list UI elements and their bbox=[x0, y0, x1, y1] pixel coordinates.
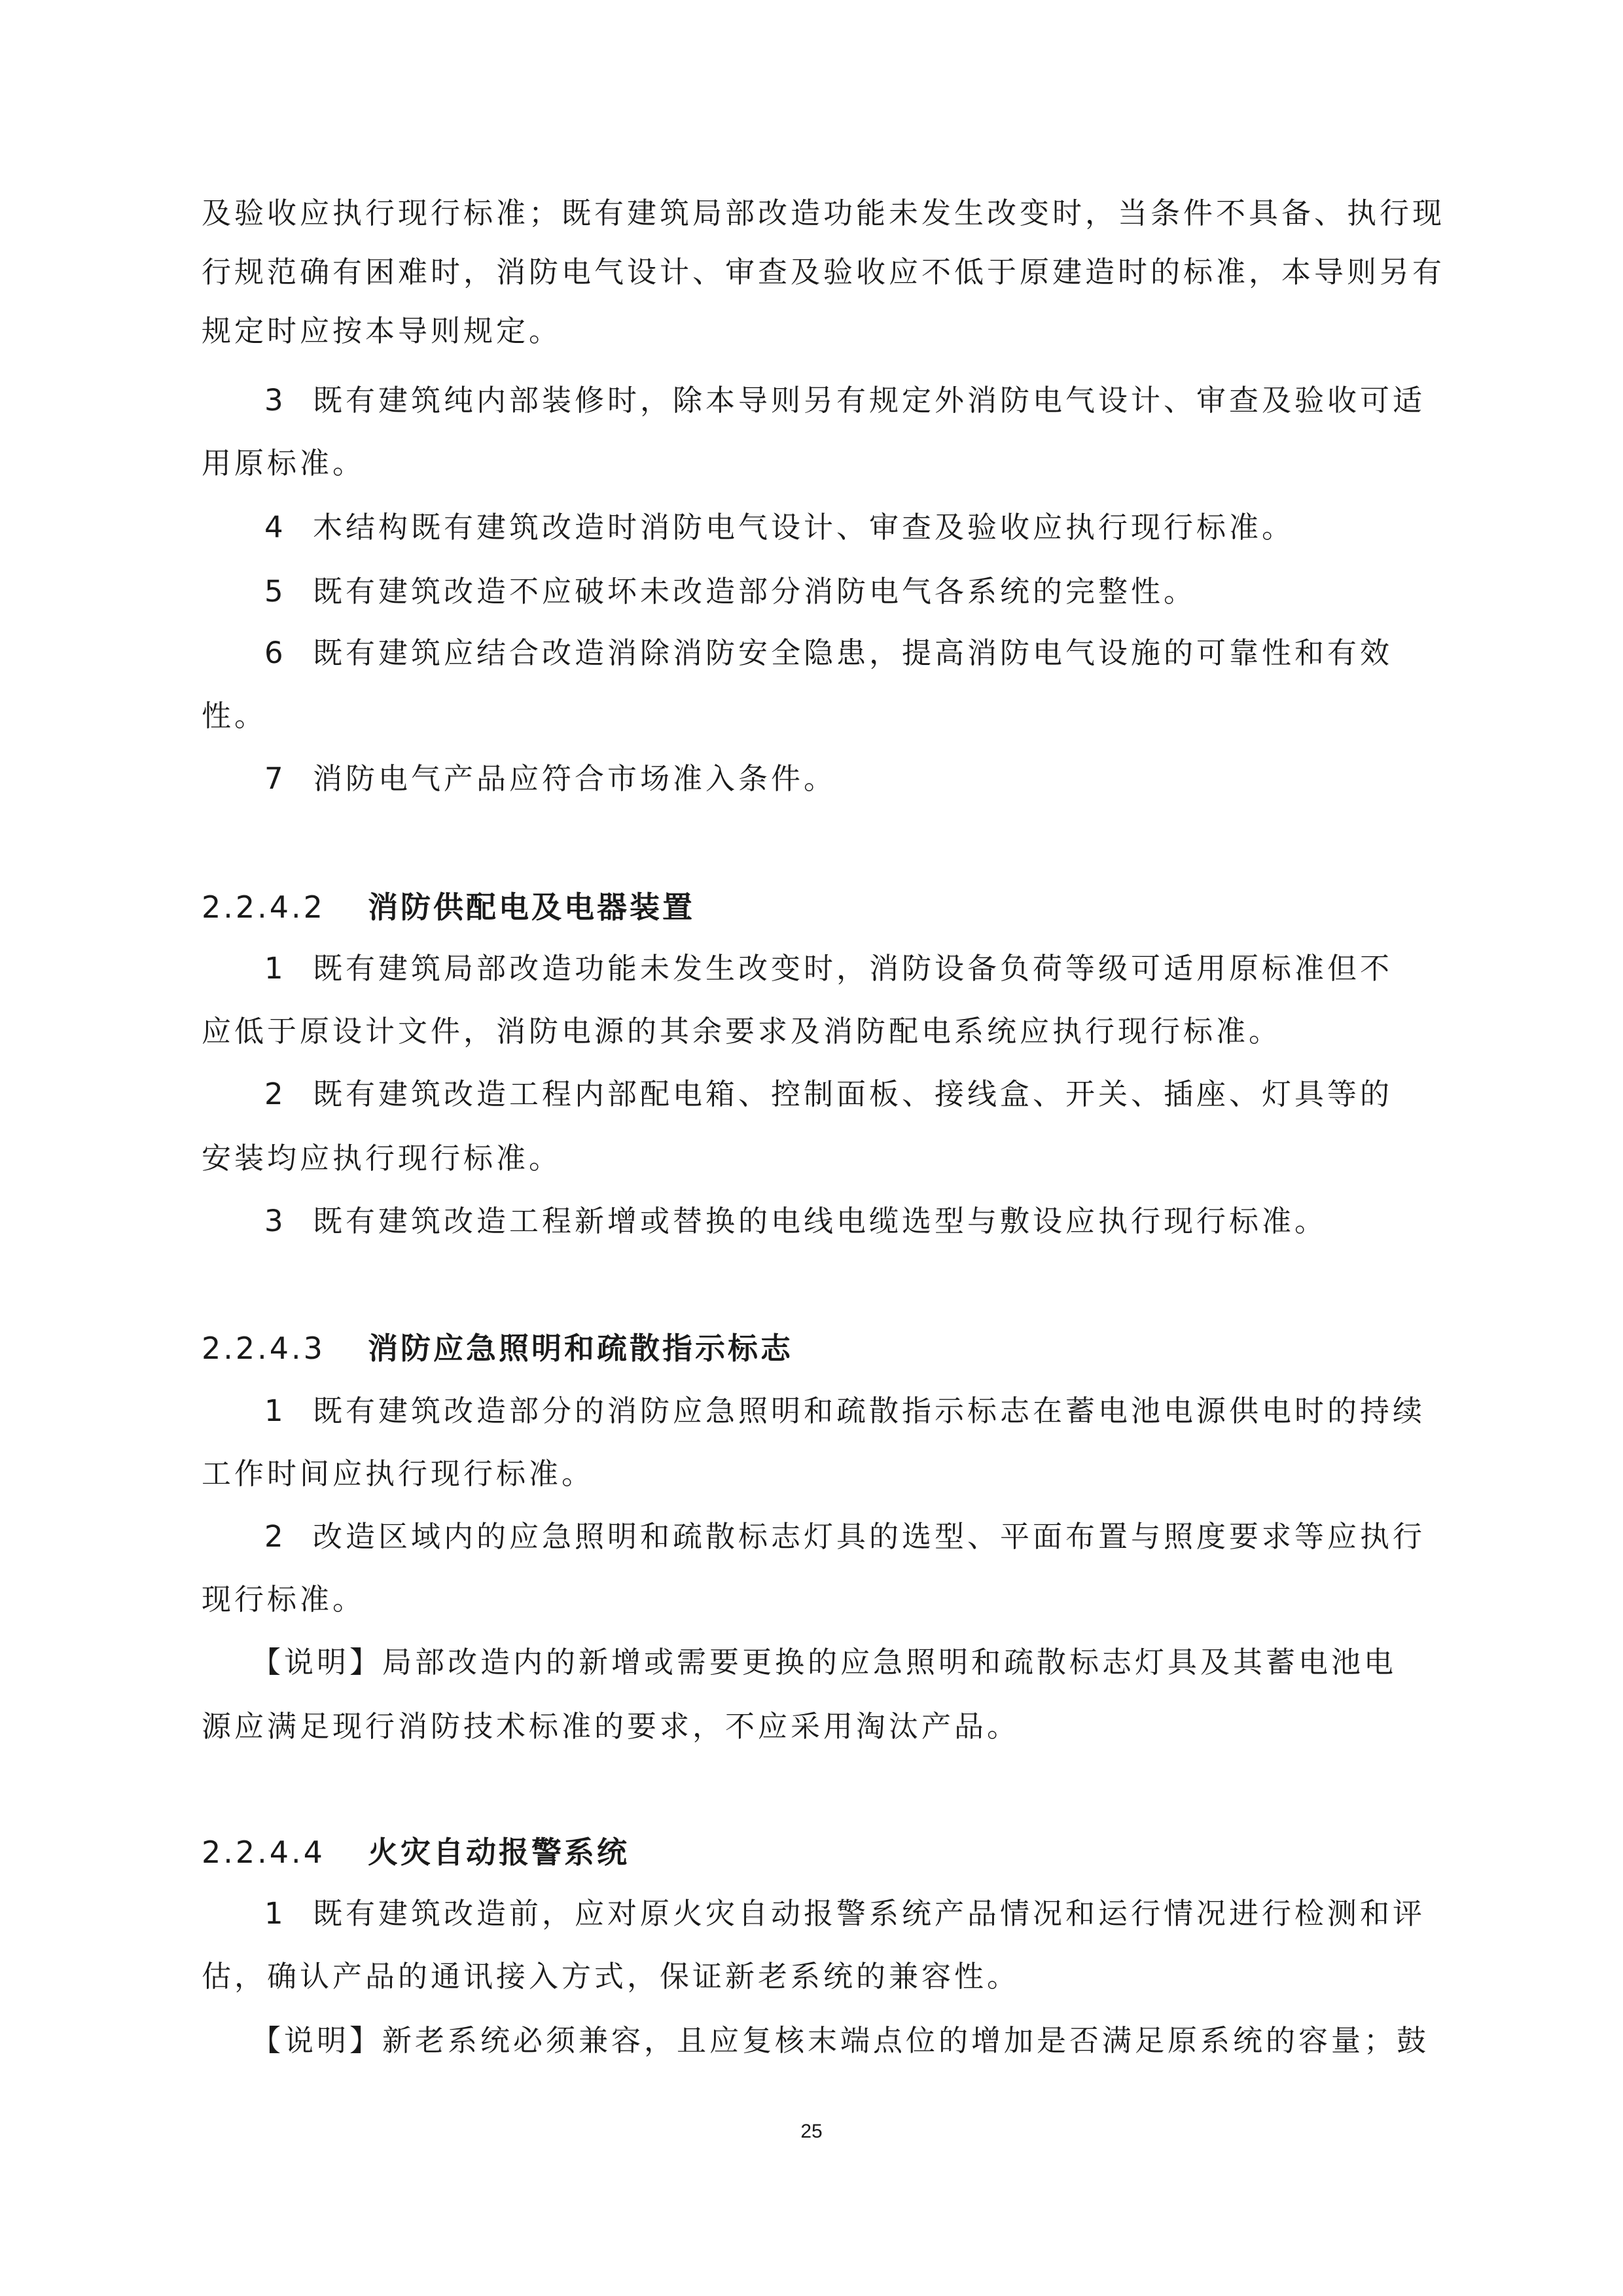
item-number: 3 bbox=[264, 383, 287, 418]
note-line: 【说明】新老系统必须兼容，且应复核末端点位的增加是否满足原系统的容量；鼓 bbox=[251, 2023, 1430, 2058]
paragraph-line: 规定时应按本导则规定。 bbox=[202, 314, 562, 348]
paragraph-line: 及验收应执行现行标准；既有建筑局部改造功能未发生改变时，当条件不具备、执行现 bbox=[202, 196, 1446, 230]
section-title: 火灾自动报警系统 bbox=[368, 1835, 630, 1870]
list-item-3 bbox=[264, 381, 1425, 420]
item-text: 既有建筑改造工程新增或替换的电线电缆选型与敷设应执行现行标准。 bbox=[313, 1204, 1328, 1238]
list-item-2 bbox=[264, 1517, 1425, 1556]
section-heading-2243 bbox=[202, 1329, 793, 1368]
item-text: 消防电气产品应符合市场准入条件。 bbox=[313, 761, 837, 796]
paragraph-line: 用原标准。 bbox=[202, 446, 366, 480]
paragraph-line: 性。 bbox=[202, 698, 268, 733]
item-text: 既有建筑局部改造功能未发生改变时，消防设备负荷等级可适用原标准但不 bbox=[313, 951, 1393, 986]
item-number: 6 bbox=[264, 636, 287, 670]
list-item-7 bbox=[264, 759, 836, 798]
paragraph-line: 应低于原设计文件，消防电源的其余要求及消防配电系统应执行现行标准。 bbox=[202, 1014, 1282, 1049]
paragraph-line: 现行标准。 bbox=[202, 1582, 366, 1617]
list-item-5 bbox=[264, 572, 1196, 611]
paragraph-line: 源应满足现行消防技术标准的要求，不应采用淘汰产品。 bbox=[202, 1709, 1020, 1744]
item-number: 1 bbox=[264, 951, 287, 986]
section-title: 消防供配电及电器装置 bbox=[368, 889, 695, 925]
list-item-2 bbox=[264, 1075, 1393, 1114]
section-number: 2.2.4.3 bbox=[202, 1331, 325, 1366]
note-line: 【说明】局部改造内的新增或需要更换的应急照明和疏散标志灯具及其蓄电池电 bbox=[251, 1645, 1397, 1679]
section-heading-2242 bbox=[202, 888, 695, 927]
list-item-4 bbox=[264, 508, 1294, 547]
item-number: 2 bbox=[264, 1077, 287, 1111]
item-number: 5 bbox=[264, 574, 287, 609]
paragraph-line: 安装均应执行现行标准。 bbox=[202, 1141, 562, 1175]
list-item-1 bbox=[264, 1391, 1425, 1431]
item-number: 4 bbox=[264, 510, 287, 545]
item-text: 既有建筑改造部分的消防应急照明和疏散指示标志在蓄电池电源供电时的持续 bbox=[313, 1393, 1426, 1428]
item-number: 3 bbox=[264, 1204, 287, 1238]
page-number: 25 bbox=[800, 2121, 823, 2142]
paragraph-line: 工作时间应执行现行标准。 bbox=[202, 1456, 595, 1491]
item-number: 1 bbox=[264, 1896, 287, 1931]
paragraph-line: 行规范确有困难时，消防电气设计、审查及验收应不低于原建造时的标准，本导则另有 bbox=[202, 255, 1446, 289]
item-text: 既有建筑改造前，应对原火灾自动报警系统产品情况和运行情况进行检测和评 bbox=[313, 1896, 1426, 1931]
item-number: 1 bbox=[264, 1393, 287, 1428]
section-heading-2244 bbox=[202, 1833, 630, 1872]
paragraph-line: 估，确认产品的通讯接入方式，保证新老系统的兼容性。 bbox=[202, 1959, 1020, 1994]
section-title: 消防应急照明和疏散指示标志 bbox=[368, 1331, 793, 1366]
item-text: 既有建筑应结合改造消除消防安全隐患，提高消防电气设施的可靠性和有效 bbox=[313, 636, 1393, 670]
section-number: 2.2.4.2 bbox=[202, 889, 325, 925]
list-item-6 bbox=[264, 634, 1393, 673]
list-item-1 bbox=[264, 949, 1393, 988]
list-item-1 bbox=[264, 1894, 1425, 1933]
item-number: 2 bbox=[264, 1519, 287, 1554]
item-text: 改造区域内的应急照明和疏散标志灯具的选型、平面布置与照度要求等应执行 bbox=[313, 1519, 1426, 1554]
section-number: 2.2.4.4 bbox=[202, 1835, 325, 1870]
list-item-3 bbox=[264, 1202, 1327, 1241]
item-text: 既有建筑改造不应破坏未改造部分消防电气各系统的完整性。 bbox=[313, 574, 1197, 609]
item-number: 7 bbox=[264, 761, 287, 796]
item-text: 既有建筑改造工程内部配电箱、控制面板、接线盒、开关、插座、灯具等的 bbox=[313, 1077, 1393, 1111]
item-text: 木结构既有建筑改造时消防电气设计、审查及验收应执行现行标准。 bbox=[313, 510, 1295, 545]
item-text: 既有建筑纯内部装修时，除本导则另有规定外消防电气设计、审查及验收可适 bbox=[313, 383, 1426, 418]
